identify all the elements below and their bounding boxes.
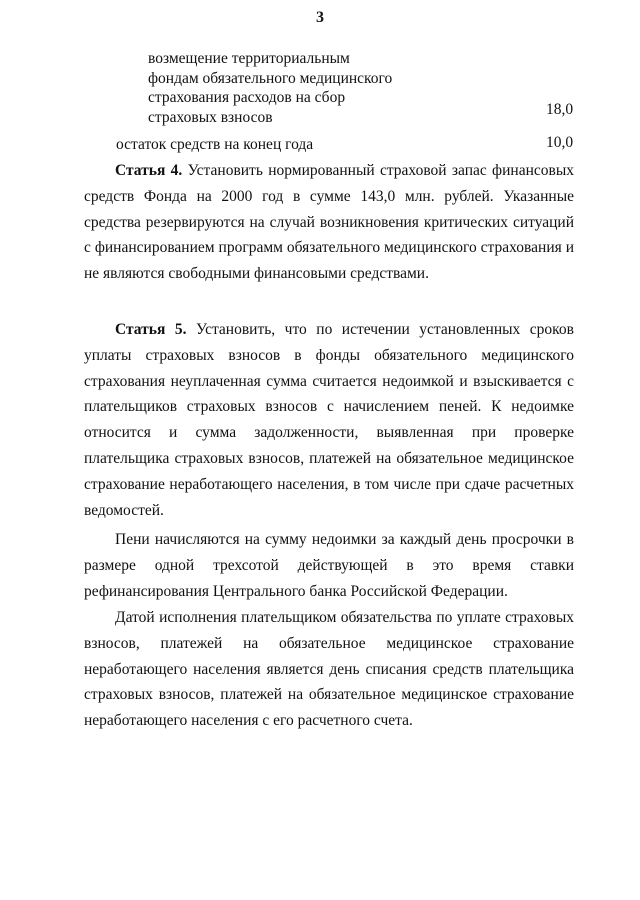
budget-item-line: фондам обязательного медицинского: [148, 69, 393, 87]
budget-item-balance-value: 10,0: [546, 134, 574, 151]
article-5-label: Статья 5.: [115, 321, 187, 338]
budget-item-reimbursement: [148, 49, 392, 127]
budget-item-value: 18,0: [546, 101, 574, 118]
payment-date-text: Датой исполнения плательщиком обязательства по уплате страховых взносов, платежей на обязательное медицинское страхование неработающего населения является день списания средств плательщика страховых взносов, платежей на обязательное медицинское страхование неработающего населения с его расчетного счета.: [84, 609, 574, 730]
page-number: 3: [316, 9, 324, 26]
article-4: [84, 158, 574, 287]
penalty-text: Пени начисляются на сумму недоимки за каждый день просрочки в размере одной трехсотой действующей в это время ставки рефинансирования Центрального банка Российской Федерации.: [84, 531, 574, 600]
budget-item-line: страховых взносов: [148, 108, 273, 126]
budget-item-balance: остаток средств на конец года: [116, 136, 314, 153]
article-5: [84, 317, 574, 523]
budget-item-line: страхования расходов на сбор: [148, 89, 346, 106]
penalty-paragraph: [84, 527, 574, 604]
budget-item-line: возмещение территориальным: [148, 50, 350, 67]
article-4-label: Статья 4.: [115, 162, 183, 179]
payment-date-paragraph: [84, 605, 574, 734]
article-4-text: Установить нормированный страховой запас финансовых средств Фонда на 2000 год в сумме 143,0 млн. рублей. Указанные средства резервируются на случай возникновения критических ситуаций с финансированием программ обязательного медицинского страхования и не являются свободными финансовыми средствами.: [84, 162, 574, 283]
article-5-text: Установить, что по истечении установленных сроков уплаты страховых взносов в фонды обязательного медицинского страхования неуплаченная сумма считается недоимкой и взыскивается с плательщиков страховых взносов с начислением пеней. К недоимке относится и сумма задолженности, выявленная при проверке плательщика страховых взносов, платежей на обязательное медицинское страхование неработающего населения, в том числе при сдаче расчетных ведомостей.: [84, 321, 574, 519]
